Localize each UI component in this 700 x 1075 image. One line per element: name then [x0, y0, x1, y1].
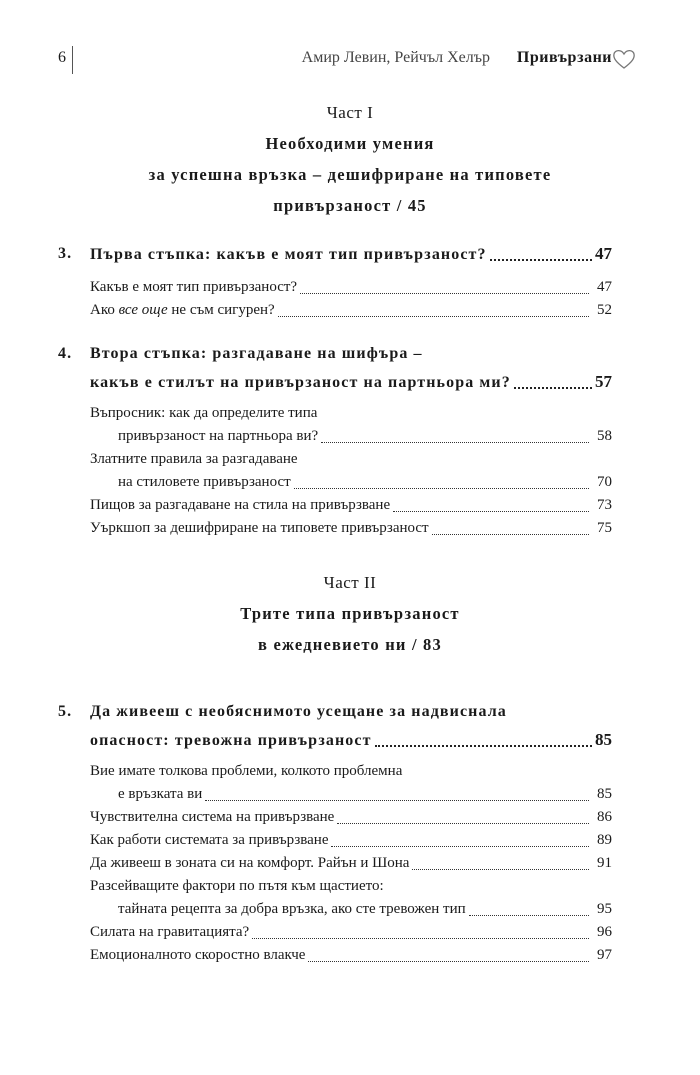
toc-entry[interactable] — [90, 875, 612, 921]
chapter-page: 57 — [595, 372, 612, 391]
leader-dots — [252, 938, 589, 939]
toc-entry[interactable] — [90, 852, 612, 875]
entry-page: 85 — [597, 786, 612, 802]
entry-page: 95 — [597, 901, 612, 917]
toc-entry[interactable] — [90, 921, 612, 944]
chapter-number: 4. — [58, 345, 73, 362]
toc-entry[interactable] — [90, 806, 612, 829]
entry-page: 70 — [597, 474, 612, 490]
leader-dots — [294, 488, 589, 489]
part-title-line: за успешна връзка – дешифриране на типовете — [148, 165, 552, 184]
leader-dots — [308, 961, 589, 962]
leader-dots — [514, 387, 592, 389]
leader-dots — [300, 293, 589, 294]
toc-entry[interactable] — [90, 494, 612, 517]
toc-entry[interactable] — [90, 944, 612, 967]
part-label: Част II — [323, 573, 377, 592]
part-title-line: в ежедневието ни / 83 — [258, 635, 442, 654]
entry-title: Въпросник: как да определите типа — [90, 405, 318, 421]
entry-title — [90, 299, 275, 322]
leader-dots — [469, 915, 589, 916]
leader-dots — [321, 442, 589, 443]
toc-entry[interactable] — [90, 276, 612, 299]
part-title-line: привързаност / 45 — [273, 196, 427, 215]
leader-dots — [490, 259, 592, 261]
entry-page: 75 — [597, 520, 612, 536]
authors-text: Амир Левин, Рейчъл Хелър — [301, 49, 490, 66]
entry-page: 86 — [597, 809, 612, 825]
part-label: Част I — [326, 103, 374, 122]
entry-title: Чувствителна система на привързване — [90, 809, 335, 825]
entry-title: Разсейващите фактори по пътя към щастието: — [90, 878, 384, 894]
entry-title-italic: все още — [118, 302, 168, 318]
entry-page: 47 — [597, 279, 612, 295]
part-title-line: Трите типа привързаност — [240, 604, 460, 623]
entry-title: Емоционалното скоростно влакче — [90, 947, 306, 963]
leader-dots — [331, 846, 589, 847]
entry-title: Как работи системата за привързване — [90, 832, 329, 848]
book-title: Привързани — [516, 49, 612, 66]
heart-icon — [612, 48, 636, 70]
leader-dots — [278, 316, 589, 317]
chapter-3[interactable] — [58, 240, 612, 268]
entry-page: 89 — [597, 832, 612, 848]
toc-entry[interactable] — [90, 299, 612, 322]
leader-dots — [412, 869, 589, 870]
entry-title-part: Ако — [90, 302, 119, 318]
leader-dots — [205, 800, 589, 801]
chapter-page: 85 — [595, 730, 612, 749]
page-header — [0, 46, 700, 76]
entry-page: 73 — [597, 497, 612, 513]
entry-page: 91 — [597, 855, 612, 871]
entry-title: Какъв е моят тип привързаност? — [90, 279, 298, 295]
entry-title: Пищов за разгадаване на стила на привързване — [90, 497, 391, 513]
entry-title-part: не съм сигурен? — [167, 302, 275, 318]
entry-page: 96 — [597, 924, 612, 940]
leader-dots — [375, 745, 592, 747]
toc-entry[interactable] — [90, 517, 612, 540]
chapter-4[interactable] — [58, 340, 612, 396]
leader-dots — [337, 823, 589, 824]
toc-entry[interactable] — [90, 448, 612, 494]
chapter-title: Първа стъпка: какъв е моят тип привързаност? — [90, 246, 487, 263]
chapter-title: какъв е стилът на привързаност на партньора ми? — [90, 374, 511, 391]
chapter-title: Втора стъпка: разгадаване на шифъра – — [90, 345, 423, 362]
part-title-line: Необходими умения — [265, 134, 435, 153]
chapter-title: опасност: тревожна привързаност — [90, 732, 372, 749]
entry-title: тайната рецепта за добра връзка, ако сте тревожен тип — [118, 901, 466, 917]
chapter-5-entries — [90, 760, 612, 967]
entry-title: на стиловете привързаност — [118, 474, 291, 490]
chapter-number: 5. — [58, 703, 73, 720]
chapter-5[interactable] — [58, 698, 612, 754]
header-divider — [72, 46, 73, 74]
chapter-number: 3. — [58, 245, 73, 262]
leader-dots — [393, 511, 589, 512]
toc-entry[interactable] — [90, 402, 612, 448]
toc-entry[interactable] — [90, 829, 612, 852]
entry-title: Силата на гравитацията? — [90, 924, 250, 940]
chapter-4-entries — [90, 402, 612, 540]
entry-page: 52 — [597, 302, 612, 318]
entry-title: Уъркшоп за дешифриране на типовете привързаност — [90, 520, 429, 536]
chapter-3-entries — [90, 276, 612, 322]
chapter-page: 47 — [595, 244, 612, 263]
entry-page: 58 — [597, 428, 612, 444]
entry-title: Златните правила за разгадаване — [90, 451, 298, 467]
entry-page: 97 — [597, 947, 612, 963]
entry-title: е връзката ви — [118, 786, 203, 802]
toc-entry[interactable] — [90, 760, 612, 806]
part-1 — [0, 98, 700, 221]
chapter-title: Да живееш с необяснимото усещане за надвиснала — [90, 703, 507, 720]
entry-title: Да живееш в зоната си на комфорт. Райън и Шона — [90, 855, 410, 871]
entry-title: привързаност на партньора ви? — [118, 428, 319, 444]
page-number: 6 — [58, 49, 66, 66]
part-2 — [0, 568, 700, 660]
entry-title: Вие имате толкова проблеми, колкото проблемна — [90, 763, 403, 779]
leader-dots — [432, 534, 589, 535]
